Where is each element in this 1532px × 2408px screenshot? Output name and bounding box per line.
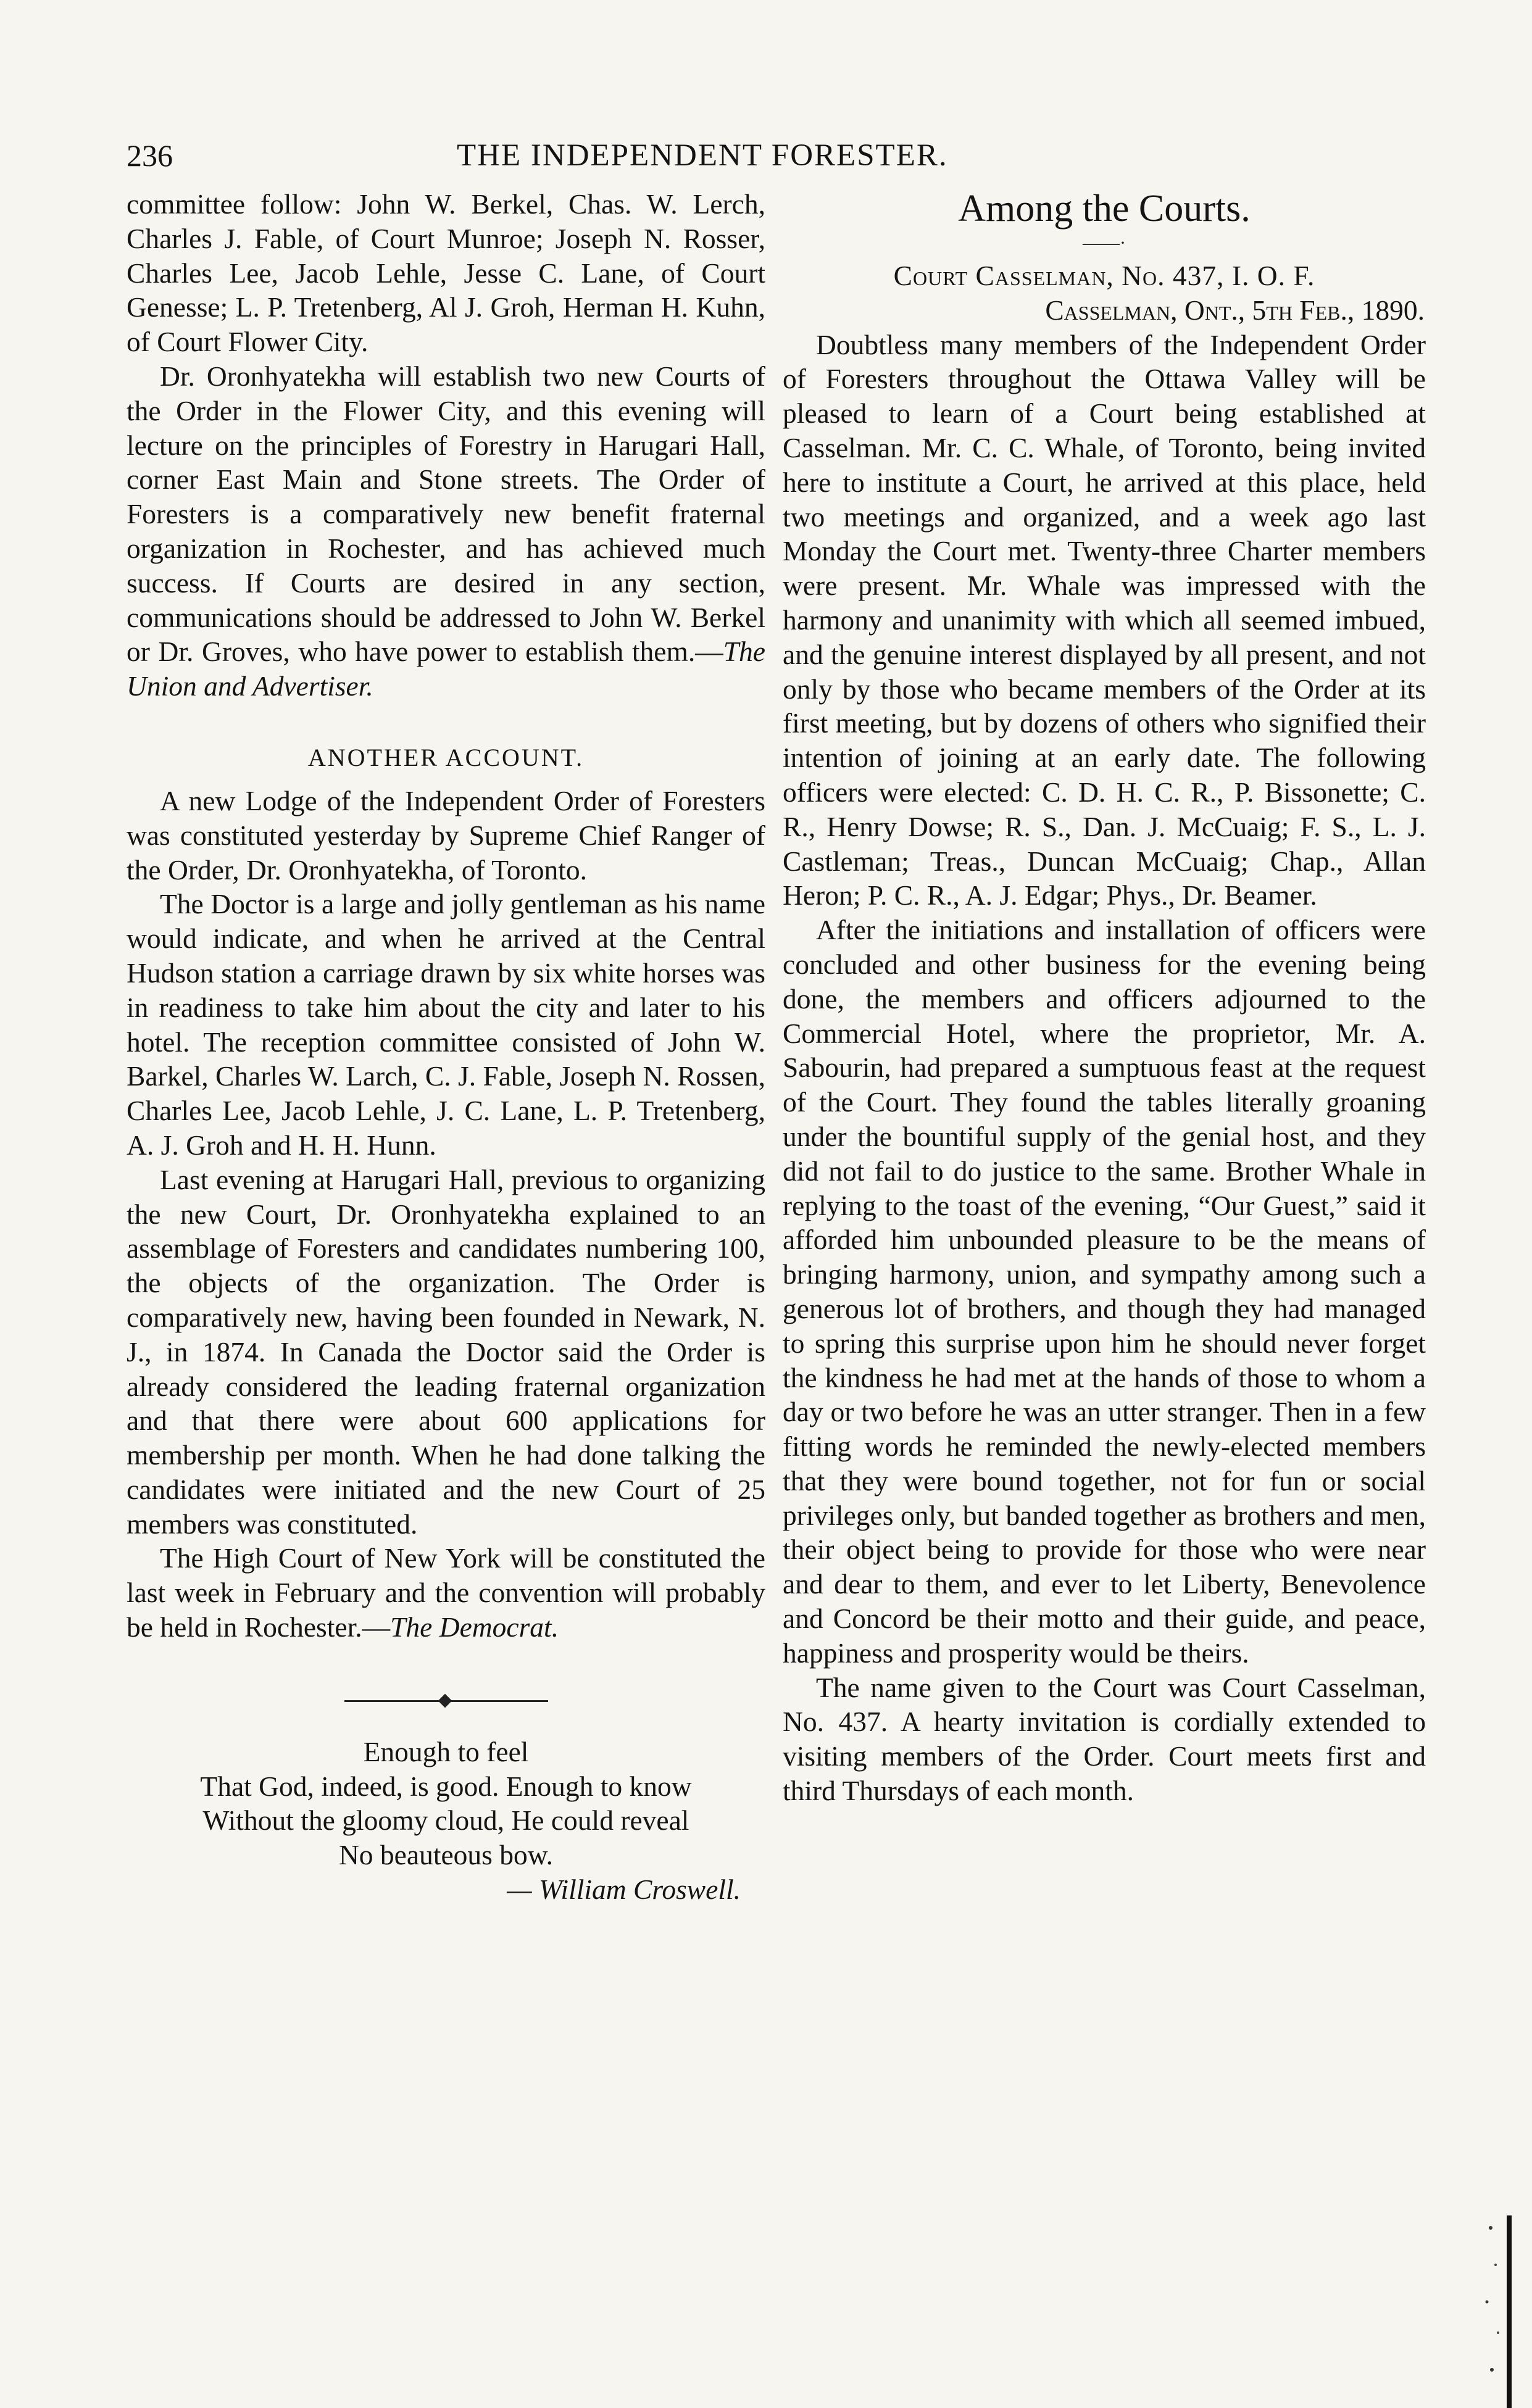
democrat-source: The Democrat. <box>390 1611 559 1643</box>
court-heading: Court Casselman, No. 437, I. O. F. <box>893 260 1315 291</box>
poem-attribution: — William Croswell. <box>507 1874 741 1906</box>
doctor-arrival-paragraph: The Doctor is a large and jolly gentleman as his name would indicate, and when he arrived at the Central Hudson station a carriage drawn by six white horses was in readiness to take him about the city and later to his hotel. The reception committee consisted of John W. Barkel, Charles W. Larch, C. J. Fable, Joseph N. Rossen, Charles Lee, Jacob Lehle, J. C. Lane, L. P. Tretenberg, A. J. Groh and H. H. Hunn. <box>127 888 765 1161</box>
divider-diamond <box>438 1694 452 1708</box>
page-number: 236 <box>127 138 173 173</box>
ornamental-divider <box>344 1692 548 1710</box>
poem-line-1: Enough to feel <box>363 1735 529 1767</box>
running-title: THE INDEPENDENT FORESTER. <box>457 138 948 173</box>
new-lodge-paragraph: A new Lodge of the Independent Order of Foresters was constituted yesterday by Supreme Chief Ranger of the Order, Dr. Oronhyatekha, of Toronto. <box>127 784 765 886</box>
committee-paragraph: committee follow: John W. Berkel, Chas. W. Lerch, Charles J. Fable, of Court Munroe; Joseph N. Rosser, Charles Lee, Jacob Lehle, Jesse C. Lane, of Court Genesse; L. P. Tretenberg, Al J. Groh, Herman H. Kuhn, of Court Flower City. <box>127 188 765 358</box>
casselman-paragraph-1: Doubtless many members of the Independent Order of Foresters throughout the Ottawa Valley will be pleased to learn of a Court being established at Casselman. Mr. C. C. Whale, of Toronto, being invited here to institute a Court, he arrived at this place, held two meetings and organized, and a week ago last Monday the Court met. Twenty-three Charter members were present. Mr. Whale was impressed with the harmony and unanimity with which all seemed imbued, and the genuine interest displayed by all present, and not only by those who became members of the Order at its first meeting, but by dozens of others who signified their intention of joining at an early date. The following officers were elected: C. D. H. C. R., P. Bissonette; C. R., Henry Dowse; R. S., Dan. J. McCuaig; F. S., L. J. Castleman; Treas., Duncan McCuaig; Chap., Allan Heron; P. C. R., A. J. Edgar; Phys., Dr. Beamer. <box>783 328 1426 911</box>
page-header <box>127 137 1055 180</box>
section-heading-another-account: ANOTHER ACCOUNT. <box>307 743 585 771</box>
article-title: Among the Courts. <box>958 188 1251 230</box>
casselman-paragraph-3: The name given to the Court was Court Casselman, No. 437. A hearty invitation is cordially extended to visiting members of the Order. Court meets first and third Thursdays of each month. <box>783 1671 1426 1807</box>
poem <box>127 1735 765 1907</box>
harugari-hall-paragraph: Last evening at Harugari Hall, previous to organizing the new Court, Dr. Oronhyatekha explained to an assemblage of Foresters and candidates numbering 100, the objects of the organization. The Order is comparatively new, having been founded in Newark, N. J., in 1874. In Canada the Doctor said the Order is already considered the leading fraternal organization and that there were about 600 applications for membership per month. When he had done talking the candidates were initiated and the new Court of 25 members was constituted. <box>127 1163 765 1540</box>
left-column <box>127 187 765 1907</box>
title-rule: ——· <box>1083 233 1126 253</box>
poem-line-4: No beauteous bow. <box>338 1839 554 1871</box>
place-date-line: Casselman, Ont., 5th Feb., 1890. <box>1045 294 1425 326</box>
high-court-text: The High Court of New York will be constituted the last week in February and the convention will probably be held in Rochester.— <box>127 1542 765 1643</box>
oronhyatekha-paragraph <box>127 359 765 704</box>
poem-line-2: That God, indeed, is good. Enough to know <box>200 1770 692 1802</box>
page-edge-scan-artifact <box>1478 2191 1515 2408</box>
poem-line-3: Without the gloomy cloud, He could reveal <box>202 1804 689 1837</box>
oronhyatekha-text: Dr. Oronhyatekha will establish two new Courts of the Order in the Flower City, and this evening will lecture on the principles of Forestry in Harugari Hall, corner East Main and Stone streets. The Order of Foresters is a comparatively new benefit fraternal organization in Rochester, and has achieved much success. If Courts are desired in any section, communications should be addressed to John W. Berkel or Dr. Groves, who have power to establish them.— <box>127 360 765 668</box>
union-advertiser-source: The Union and Advertiser. <box>127 636 765 702</box>
right-column <box>783 187 1426 1808</box>
high-court-paragraph <box>127 1541 765 1644</box>
casselman-paragraph-2: After the initiations and installation of officers were concluded and other business for the evening being done, the members and officers adjourned to the Commercial Hotel, where the proprietor, Mr. A. Sabourin, had prepared a sumptuous feast at the request of the Court. They found the tables literally groaning under the bountiful supply of the genial host, and they did not fail to do justice to the same. Brother Whale in replying to the toast of the evening, “Our Guest,” said it afforded him unbounded pleasure to be the means of bringing harmony, union, and sympathy among such a generous lot of brothers, and though they had managed to spring this surprise upon him he should never forget the kindness he had met at the hands of those to whom a day or two before he was an utter stranger. Then in a few fitting words he reminded the newly-elected members that they were bound together, not for fun or social privileges only, but banded together as brothers and men, their object being to provide for those who were near and dear to them, and ever to let Liberty, Benevolence and Concord be their motto and their guide, and peace, happiness and prosperity would be theirs. <box>783 914 1426 1669</box>
